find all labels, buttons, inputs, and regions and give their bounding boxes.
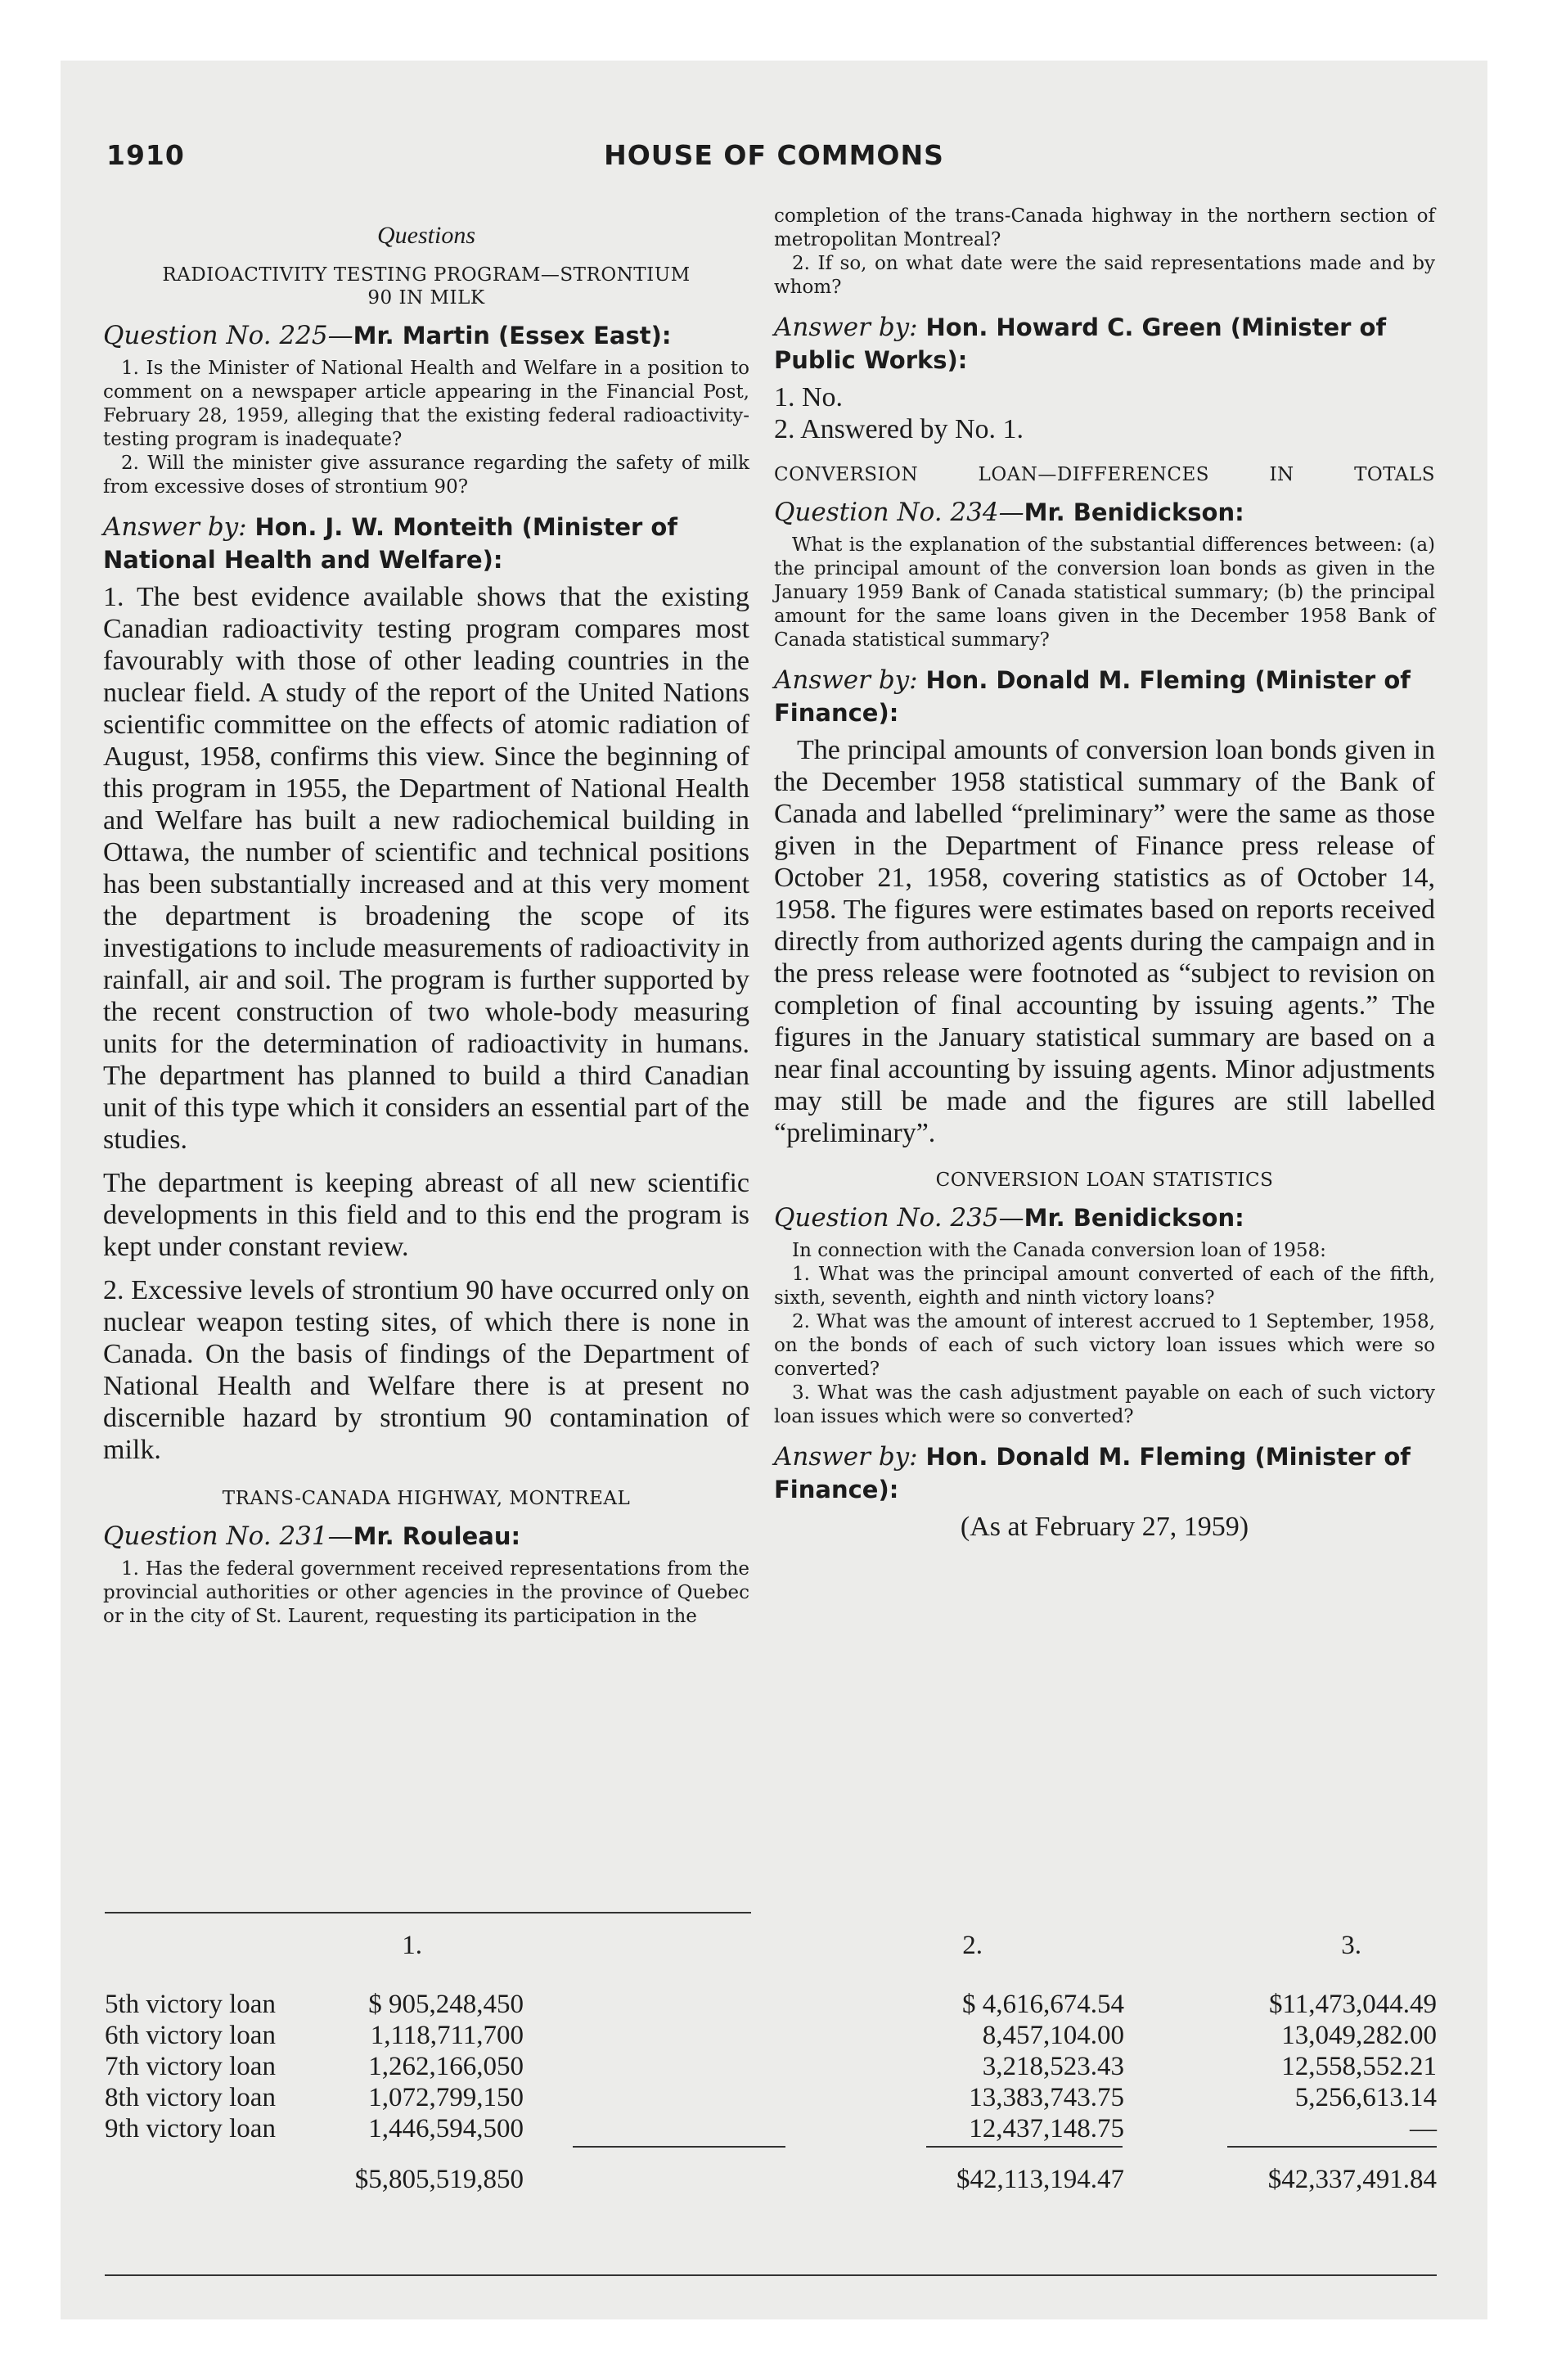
page-header [61,139,1487,188]
question-text: 2. If so, on what date were the said representations made and by whom? [774,253,1435,298]
column-header: 2. [962,1931,983,1960]
cell: 12,558,552.21 [1281,2052,1437,2081]
question-text: What is the explanation of the substantial differences between: (a) the principal amount of the conversion loan bonds as given in the January 1959 Bank of Canada statistical summary; (b) the principal amount for the same loans given in the December 1958 Bank of Canada statistical summary? [774,534,1435,651]
sum-rule [573,2146,785,2148]
page-title: HOUSE OF COMMONS [604,139,944,171]
answer-text: 2. Excessive levels of strontium 90 have occurred only on nuclear weapon testing sites, of which there is none in Canada. On the basis of findings of the Department of National Health and Welfare there is at present no discernible hazard by strontium 90 contamination of milk. [103,1275,749,1465]
sum-rule [1227,2146,1437,2148]
table-header [105,1931,1437,1962]
answer-text: 2. Answered by No. 1. [774,414,1024,444]
table-row [105,2052,1437,2083]
questions-heading: Questions [377,222,475,249]
section-heading: CONVERSION LOAN STATISTICS [935,1170,1274,1191]
total-cell: $42,113,194.47 [956,2165,1124,2194]
row-label: 8th victory loan [105,2083,276,2112]
question-heading: Question No. 225—Mr. Martin (Essex East): [103,321,672,350]
cell: 3,218,523.43 [982,2052,1124,2081]
question-text: 1. Has the federal government received representations from the provincial authorities or other agencies in the province of Quebec or in the city of St. Laurent, requesting its participation in the [103,1558,749,1627]
answer-heading: Answer by: Hon. Donald M. Fleming (Minister of Finance): [774,665,1411,727]
divider [105,2274,1437,2276]
question-text: 1. Is the Minister of National Health and Welfare in a position to comment on a newspaper article appearing in the Financial Post, February 28, 1959, alleging that the existing federal radioactivity-testing program is inadequate? [103,358,749,450]
question-heading: Question No. 231—Mr. Rouleau: [103,1521,521,1551]
answer-text: The principal amounts of conversion loan bonds given in the December 1958 statistical summary of the Bank of Canada and labelled “preliminary” were the same as those given in the Department of Finance press release of October 21, 1958, covering statistics as of October 14, 1958. The figures were estimates based on reports received directly from authorized agents during the campaign and in the press release were footnoted as “subject to revision on completion of final accounting by issuing agents.” The figures in the January statistical summary are based on a near final accounting by issuing agents. Minor adjustments may still be made and the figures are still labelled “preliminary”. [774,735,1435,1148]
table-row [105,1990,1437,2021]
table-totals-row [105,2165,1437,2196]
answer-heading: Answer by: Hon. J. W. Monteith (Minister of National Health and Welfare): [103,512,677,574]
question-text: 3. What was the cash adjustment payable on each of such victory loan issues which were so converted? [774,1382,1435,1427]
cell: 1,118,711,700 [370,2021,524,2050]
cell: 5,256,613.14 [1294,2083,1437,2112]
column-header: 1. [402,1931,422,1960]
table-row [105,2021,1437,2052]
cell: 1,262,166,050 [368,2052,524,2081]
cell: $ 4,616,674.54 [962,1990,1124,2019]
column-header: 3. [1341,1931,1361,1960]
sum-rule [926,2146,1123,2148]
row-label: 9th victory loan [105,2114,276,2143]
cell: 13,383,743.75 [969,2083,1124,2112]
right-column [774,205,1435,1544]
table-row [105,2083,1437,2114]
question-heading: Question No. 235—Mr. Benidickson: [774,1203,1244,1233]
section-heading: CONVERSION LOAN—DIFFERENCES IN TOTALS [774,464,1435,485]
document-page [61,61,1487,2319]
row-label: 7th victory loan [105,2052,276,2081]
cell: $ 905,248,450 [368,1990,524,2019]
section-heading: RADIOACTIVITY TESTING PROGRAM—STRONTIUM [162,264,691,286]
cell: $11,473,044.49 [1268,1990,1437,2019]
answer-heading: Answer by: Hon. Howard C. Green (Minister of Public Works): [774,313,1387,374]
section-heading: 90 IN MILK [367,287,485,309]
cell: 12,437,148.75 [969,2114,1124,2143]
question-text: 1. What was the principal amount converted of each of the fifth, sixth, seventh, eighth and ninth victory loans? [774,1264,1435,1309]
answer-heading: Answer by: Hon. Donald M. Fleming (Minister of Finance): [774,1442,1411,1503]
section-heading: TRANS-CANADA HIGHWAY, MONTREAL [222,1488,631,1509]
total-cell: $42,337,491.84 [1267,2165,1437,2194]
answer-text: 1. The best evidence available shows that the existing Canadian radioactivity testing program compares most favourably with those of other leading countries in the nuclear field. A study of the report of the United Nations scientific committee on the effects of atomic radiation of August, 1958, confirms this view. Since the beginning of this program in 1955, the Department of National Health and Welfare has built a new radiochemical building in Ottawa, the number of scientific and technical positions has been substantially increased and at this very moment the department is broadening the scope of its investigations to include measurements of radioactivity in rainfall, air and soil. The program is further supported by the recent construction of two whole-body measuring units for the determination of radioactivity in humans. The department has planned to build a third Canadian unit of this type which it considers an essential part of the studies. [103,582,749,1155]
cell: 1,072,799,150 [368,2083,524,2112]
row-label: 5th victory loan [105,1990,276,2019]
question-text: completion of the trans-Canada highway in the northern section of metropolitan Montreal? [774,205,1435,250]
question-text: 2. Will the minister give assurance regarding the safety of milk from excessive doses of strontium 90? [103,453,749,498]
row-label: 6th victory loan [105,2021,276,2050]
question-heading: Question No. 234—Mr. Benidickson: [774,498,1244,527]
total-cell: $5,805,519,850 [354,2165,524,2194]
question-text: In connection with the Canada conversion loan of 1958: [792,1240,1326,1261]
divider [105,1912,751,1913]
answer-date: (As at February 27, 1959) [960,1512,1249,1542]
left-column [103,221,749,1629]
answer-text: 1. No. [774,382,844,412]
cell: 13,049,282.00 [1281,2021,1437,2050]
cell: 1,446,594,500 [368,2114,524,2143]
cell: — [1410,2114,1437,2143]
answer-text: The department is keeping abreast of all new scientific developments in this field and to this end the program is kept under constant review. [103,1168,749,1262]
cell: 8,457,104.00 [982,2021,1124,2050]
table-row [105,2114,1437,2145]
question-text: 2. What was the amount of interest accrued to 1 September, 1958, on the bonds of each of such victory loan issues which were so converted? [774,1311,1435,1380]
page-number: 1910 [106,139,185,171]
